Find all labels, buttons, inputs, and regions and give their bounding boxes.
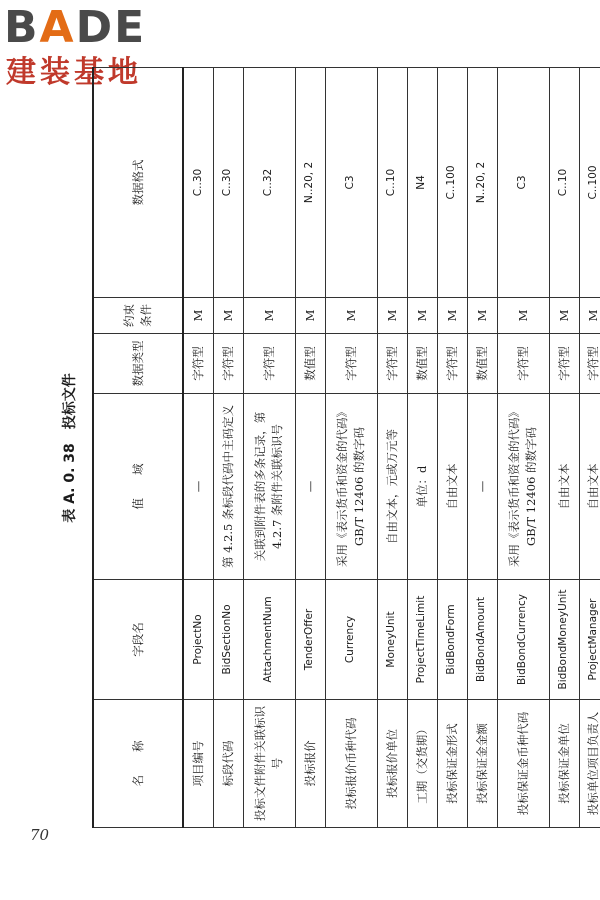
cell-cond: M bbox=[183, 298, 213, 334]
header-name: 名 称 bbox=[93, 700, 183, 828]
cell-fmt: C..10 bbox=[377, 68, 407, 298]
cell-field: BidSectionNo bbox=[213, 580, 243, 700]
cell-name: 工期（交货期） bbox=[407, 700, 437, 828]
cell-cond: M bbox=[549, 298, 579, 334]
cell-name: 投标保证金单位 bbox=[549, 700, 579, 828]
cell-field: ProjectNo bbox=[183, 580, 213, 700]
table-row bbox=[467, 68, 497, 828]
cell-field: Currency bbox=[325, 580, 377, 700]
cell-dtype: 字符型 bbox=[497, 334, 549, 394]
cell-name: 投标报价币种代码 bbox=[325, 700, 377, 828]
logo-subtitle: 建装基地 bbox=[6, 55, 142, 90]
cell-domain: 关联到附件表的多条记录，第 4.2.7 条附件关联标识号 bbox=[243, 394, 295, 580]
table-row bbox=[183, 68, 213, 828]
cell-field: MoneyUnit bbox=[377, 580, 407, 700]
cell-domain: 自由文本 bbox=[579, 394, 600, 580]
cell-dtype: 字符型 bbox=[437, 334, 467, 394]
header-dtype: 数据类型 bbox=[93, 334, 183, 394]
cell-name: 投标保证金形式 bbox=[437, 700, 467, 828]
cell-fmt: C..100 bbox=[579, 68, 600, 298]
table-row bbox=[579, 68, 600, 828]
logo-wordmark: BADE bbox=[4, 2, 147, 53]
cell-fmt: N..20, 2 bbox=[295, 68, 325, 298]
cell-field: ProjectManager bbox=[579, 580, 600, 700]
cell-fmt: C..32 bbox=[243, 68, 295, 298]
table-row bbox=[213, 68, 243, 828]
cell-name: 投标报价 bbox=[295, 700, 325, 828]
cell-cond: M bbox=[579, 298, 600, 334]
cell-domain: 自由文本 bbox=[437, 394, 467, 580]
cell-cond: M bbox=[407, 298, 437, 334]
cell-cond: M bbox=[325, 298, 377, 334]
cell-domain: — bbox=[467, 394, 497, 580]
cell-fmt: C..100 bbox=[437, 68, 467, 298]
table-row bbox=[497, 68, 549, 828]
cell-dtype: 字符型 bbox=[377, 334, 407, 394]
cell-domain: — bbox=[183, 394, 213, 580]
table-row bbox=[243, 68, 295, 828]
cell-dtype: 字符型 bbox=[243, 334, 295, 394]
cell-domain: 采用《表示货币和资金的代码》GB/T 12406 的数字码 bbox=[497, 394, 549, 580]
cell-field: AttachmentNum bbox=[243, 580, 295, 700]
header-domain: 值 域 bbox=[93, 394, 183, 580]
cell-field: BidBondAmount bbox=[467, 580, 497, 700]
cell-field: BidBondForm bbox=[437, 580, 467, 700]
cell-fmt: C..10 bbox=[549, 68, 579, 298]
cell-field: BidBondMoneyUnit bbox=[549, 580, 579, 700]
cell-name: 投标报价单位 bbox=[377, 700, 407, 828]
cell-name: 投标文件附件关联标识号 bbox=[243, 700, 295, 828]
cell-field: BidBondCurrency bbox=[497, 580, 549, 700]
table-row bbox=[377, 68, 407, 828]
cell-domain: 自由文本，元或万元等 bbox=[377, 394, 407, 580]
cell-dtype: 数值型 bbox=[467, 334, 497, 394]
cell-field: ProjectTimeLimit bbox=[407, 580, 437, 700]
header-field: 字段名 bbox=[93, 580, 183, 700]
cell-name: 标段代码 bbox=[213, 700, 243, 828]
cell-cond: M bbox=[467, 298, 497, 334]
table-row bbox=[325, 68, 377, 828]
cell-fmt: C3 bbox=[497, 68, 549, 298]
cell-dtype: 字符型 bbox=[549, 334, 579, 394]
cell-fmt: N..20, 2 bbox=[467, 68, 497, 298]
cell-dtype: 字符型 bbox=[325, 334, 377, 394]
cell-field: TenderOffer bbox=[295, 580, 325, 700]
cell-cond: M bbox=[295, 298, 325, 334]
page-number: 70 bbox=[30, 826, 50, 844]
cell-domain: 单位：d bbox=[407, 394, 437, 580]
table-title: 表 A. 0. 38 投标文件 bbox=[62, 373, 78, 523]
table-row bbox=[407, 68, 437, 828]
cell-domain: 采用《表示货币和资金的代码》GB/T 12406 的数字码 bbox=[325, 394, 377, 580]
cell-cond: M bbox=[437, 298, 467, 334]
cell-cond: M bbox=[497, 298, 549, 334]
cell-domain: 第 4.2.5 条标段代码中主码定义 bbox=[213, 394, 243, 580]
header-cond: 约束条件 bbox=[93, 298, 183, 334]
cell-name: 投标单位项目负责人 bbox=[579, 700, 600, 828]
cell-dtype: 字符型 bbox=[183, 334, 213, 394]
cell-name: 项目编号 bbox=[183, 700, 213, 828]
cell-fmt: N4 bbox=[407, 68, 437, 298]
cell-dtype: 数值型 bbox=[407, 334, 437, 394]
table-row bbox=[549, 68, 579, 828]
cell-dtype: 数值型 bbox=[295, 334, 325, 394]
rotated-page-content bbox=[50, 68, 600, 828]
table-header-row bbox=[93, 68, 183, 828]
cell-name: 投标保证金币种代码 bbox=[497, 700, 549, 828]
table-row bbox=[437, 68, 467, 828]
cell-domain: — bbox=[295, 394, 325, 580]
cell-cond: M bbox=[243, 298, 295, 334]
table-row bbox=[295, 68, 325, 828]
cell-domain: 自由文本 bbox=[549, 394, 579, 580]
cell-cond: M bbox=[213, 298, 243, 334]
data-table bbox=[92, 67, 600, 828]
header-fmt: 数据格式 bbox=[93, 68, 183, 298]
cell-dtype: 字符型 bbox=[579, 334, 600, 394]
cell-fmt: C..30 bbox=[183, 68, 213, 298]
cell-fmt: C3 bbox=[325, 68, 377, 298]
cell-dtype: 字符型 bbox=[213, 334, 243, 394]
cell-fmt: C..30 bbox=[213, 68, 243, 298]
cell-name: 投标保证金金额 bbox=[467, 700, 497, 828]
cell-cond: M bbox=[377, 298, 407, 334]
